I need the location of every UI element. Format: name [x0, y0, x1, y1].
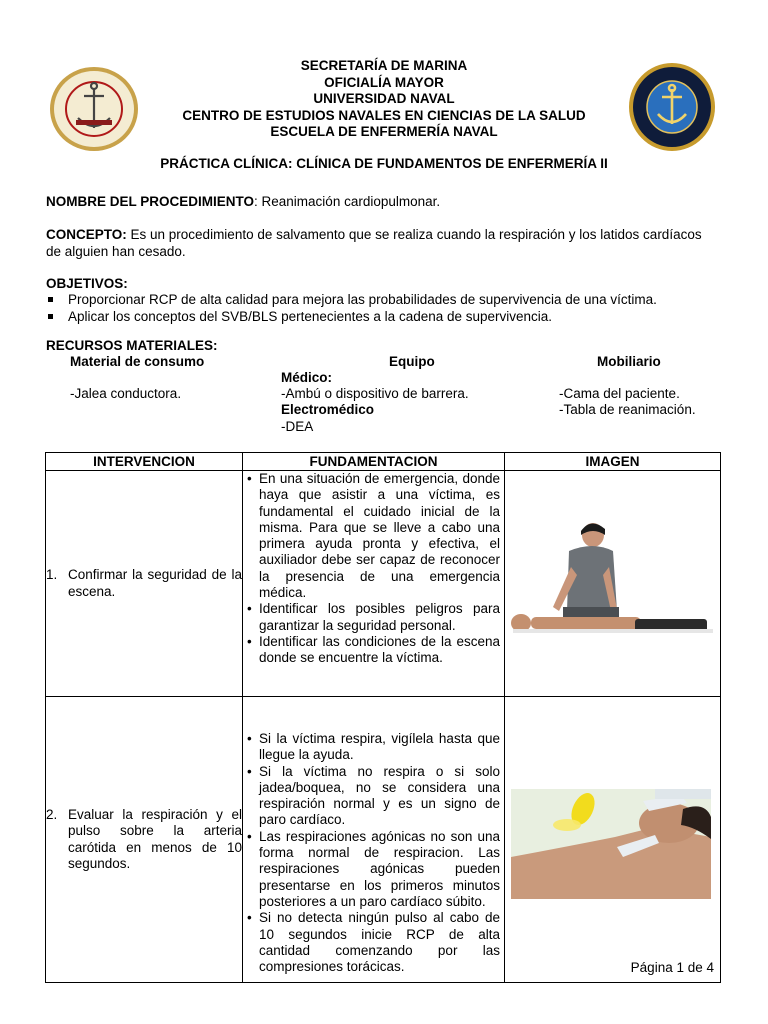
medico-heading: Médico: [281, 370, 333, 385]
header-line-secretaria: SECRETARÍA DE MARINA [300, 58, 468, 73]
procedure-label: NOMBRE DEL PROCEDIMIENTO [46, 194, 255, 209]
mobiliario-item: -Cama del paciente. [559, 386, 680, 401]
consumo-heading: Material de consumo [70, 354, 205, 369]
fundamentation-bullet: • En una situación de emergencia, donde haya que asistir a una víctima, es fundamental el cuidado inicial de la misma. Para que se lleve a cabo una primera ayuda pronta y efectiva, el auxiliador debe ser capaz de reconocer la presencia de una emergencia médica. [243, 471, 500, 601]
fundamentation-bullet: • Si no detecta ningún pulso al cabo de 10 segundos inicie RCP de alta cantidad comenzando por las compresiones torácicas. [243, 910, 500, 975]
concept-paragraph [46, 226, 726, 260]
concept-label: CONCEPTO: [46, 227, 127, 242]
mobiliario-item: -Tabla de reanimación. [559, 402, 696, 417]
page-number: Página 1 de 4 [630, 960, 714, 975]
electromedico-item: -DEA [281, 419, 314, 434]
procedure-value: : Reanimación cardiopulmonar. [254, 194, 441, 209]
practice-title: PRÁCTICA CLÍNICA: CLÍNICA DE FUNDAMENTOS DE ENFERMERÍA II [160, 156, 608, 171]
mobiliario-heading: Mobiliario [597, 354, 661, 369]
procedure-table [45, 452, 721, 983]
image-cell [505, 471, 721, 697]
header-line-oficialia: OFICIALÍA MAYOR [324, 74, 444, 90]
step-number: 1. [46, 567, 58, 582]
image-cell [505, 697, 721, 983]
fundamentation-bullet: • Si la víctima no respira o si solo jadea/boquea, no se considera una respiración normal y es un signo de paro cardíaco. [243, 764, 500, 829]
header-line-centro: CENTRO DE ESTUDIOS NAVALES EN CIENCIAS DE LA SALUD [182, 107, 586, 123]
equipo-heading: Equipo [389, 354, 435, 369]
intervention-cell [46, 471, 243, 697]
fundamentation-cell [243, 697, 505, 983]
electromedico-heading: Electromédico [281, 402, 375, 417]
concept-text-line2: de alguien han cesado. [46, 244, 186, 259]
table-row [46, 697, 721, 983]
fundamentation-bullet: • Identificar las condiciones de la escena donde se encuentre la víctima. [243, 634, 500, 667]
step-text: Evaluar la respiración y el pulso sobre la arteria carótida en menos de 10 segundos. [68, 806, 242, 871]
header-imagen: IMAGEN [505, 453, 721, 471]
table-row [46, 471, 721, 697]
fundamentation-bullet: • Si la víctima respira, vigílela hasta que llegue la ayuda. [243, 731, 500, 764]
medico-item: -Ambú o dispositivo de barrera. [281, 386, 469, 401]
resources-label: RECURSOS MATERIALES: [46, 338, 218, 353]
fundamentation-cell [243, 471, 505, 697]
fundamentation-bullet: • Las respiraciones agónicas no son una forma normal de respiracion. Las respiraciones agónicas pueden presentarse en los primeros minutos posteriores a un paro cardíaco súbito. [243, 829, 500, 910]
header-fundamentacion: FUNDAMENTACION [243, 453, 505, 471]
objective-item: Proporcionar RCP de alta calidad para mejora las probabilidades de supervivencia de una víctima. [46, 291, 726, 308]
procedure-name [46, 193, 726, 210]
step-text: Confirmar la seguridad de la escena. [68, 567, 242, 599]
header-line-universidad: UNIVERSIDAD NAVAL [313, 91, 455, 106]
scene-safety-photo [505, 471, 719, 693]
concept-text-line1: Es un procedimiento de salvamento que se realiza cuando la respiración y los latidos cardíacos [126, 227, 702, 242]
intervention-cell [46, 697, 243, 983]
consumo-item: -Jalea conductora. [70, 386, 182, 401]
table-header-row [46, 453, 721, 471]
document-header [0, 58, 768, 141]
header-line-escuela: ESCUELA DE ENFERMERÍA NAVAL [270, 124, 498, 139]
fundamentation-bullet: • Identificar los posibles peligros para garantizar la seguridad personal. [243, 601, 500, 634]
objective-item: Aplicar los conceptos del SVB/BLS pertenecientes a la cadena de supervivencia. [46, 308, 726, 325]
objectives-list [46, 291, 726, 325]
objectives-label: OBJETIVOS: [46, 276, 128, 291]
step-number: 2. [46, 806, 58, 822]
header-intervencion: INTERVENCION [46, 453, 243, 471]
pulse-check-photo [505, 697, 719, 979]
